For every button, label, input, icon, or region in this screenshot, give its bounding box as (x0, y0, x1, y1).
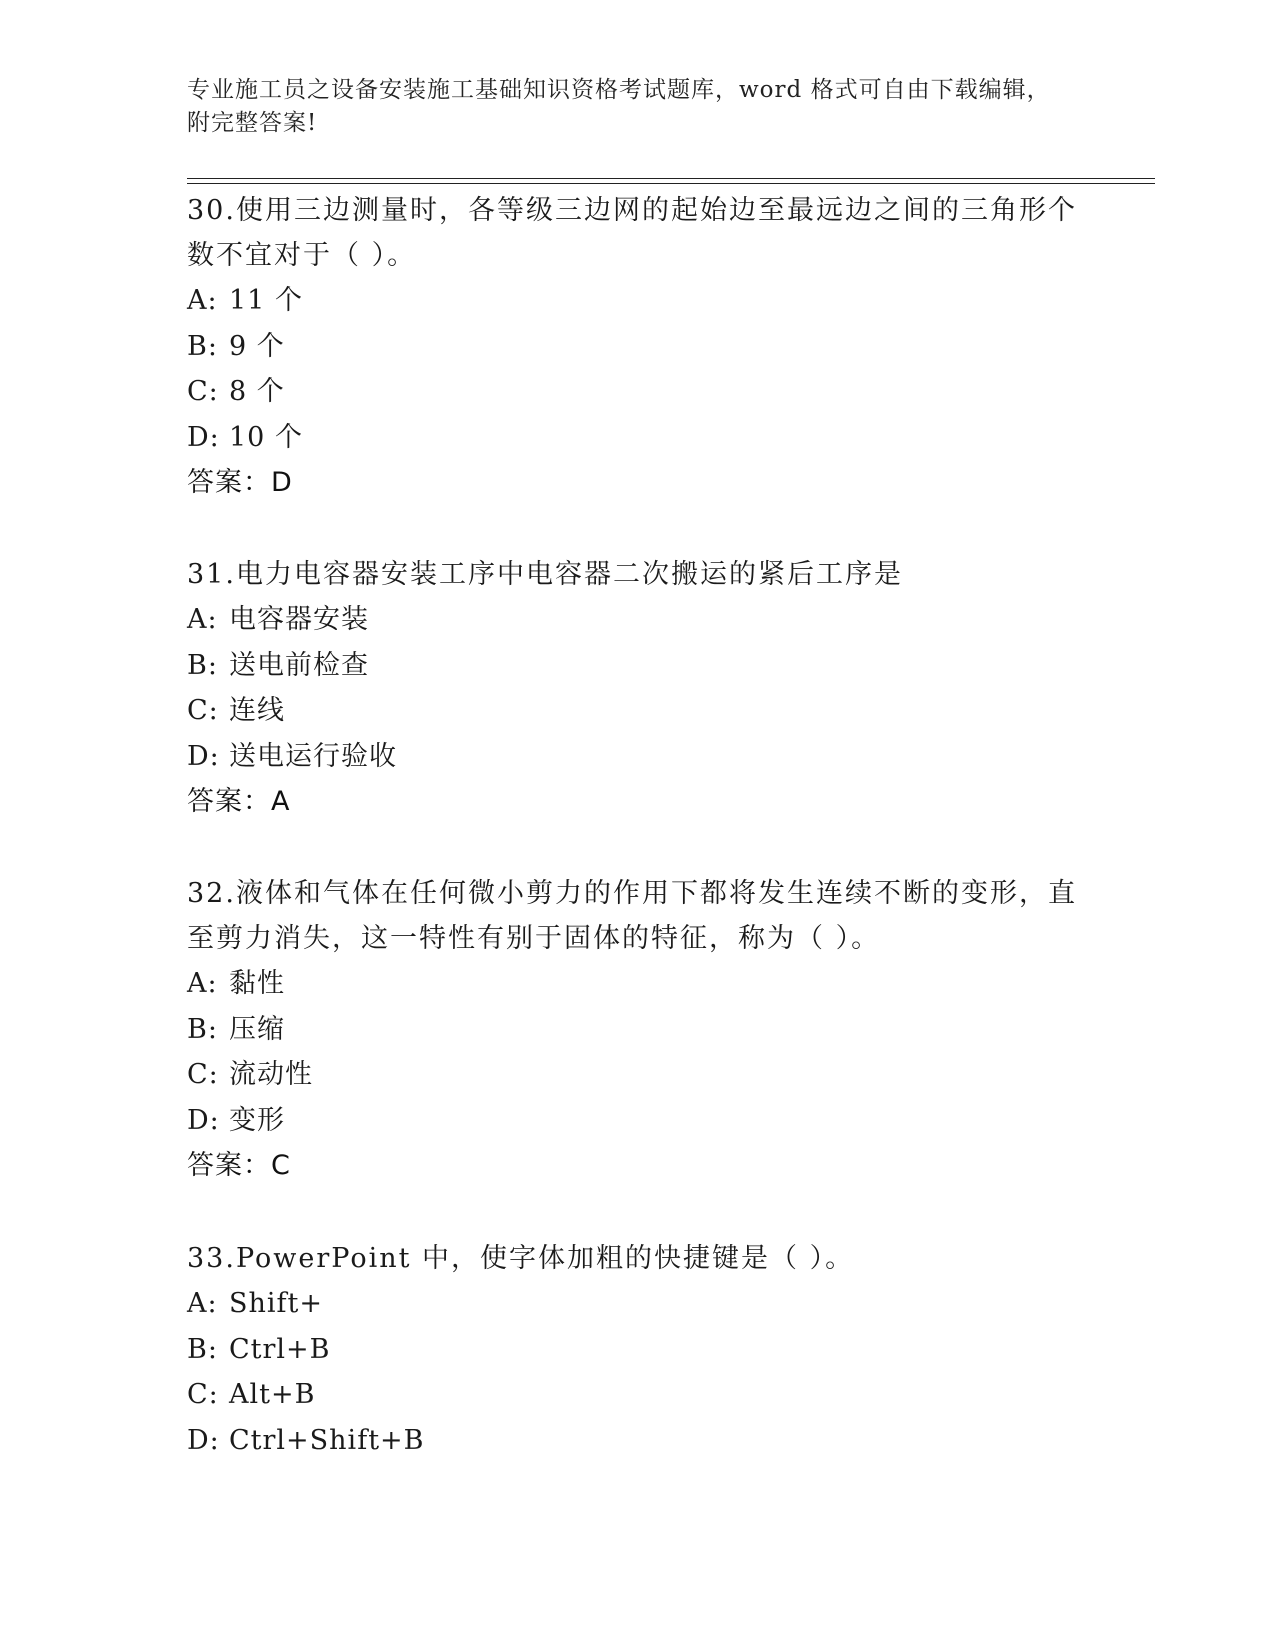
option-text: Shift+ (229, 1288, 323, 1319)
option-d (187, 1098, 1087, 1144)
option-c (187, 369, 1087, 415)
option-letter: A: (187, 1288, 218, 1319)
option-text: 8 个 (229, 376, 285, 407)
question-32 (187, 871, 1087, 1188)
option-text: 送电前检查 (229, 649, 369, 681)
option-letter: B: (187, 1333, 218, 1365)
header-line-1: 专业施工员之设备安装施工基础知识资格考试题库，word 格式可自由下载编辑， (187, 77, 1051, 103)
option-letter: C: (187, 1059, 219, 1090)
header-divider-top (187, 178, 1155, 179)
option-b (187, 324, 1087, 370)
option-b (187, 643, 1087, 689)
option-c (187, 1372, 1087, 1418)
option-text: 连线 (229, 695, 285, 726)
option-text: Ctrl+B (229, 1333, 331, 1365)
option-letter: B: (187, 649, 218, 681)
option-text: 变形 (229, 1104, 285, 1136)
question-stem: 33.PowerPoint 中，使字体加粗的快捷键是（ ）。 (187, 1243, 855, 1274)
option-d (187, 415, 1087, 461)
question-stem: 30.使用三边测量时，各等级三边网的起始边至最远边之间的三角形个数不宜对于（ ）。 (187, 195, 1077, 271)
option-letter: B: (187, 330, 218, 362)
answer-label: 答案：D (187, 467, 293, 498)
question-31 (187, 552, 1087, 824)
option-text: 压缩 (229, 1013, 285, 1045)
option-letter: B: (187, 1013, 218, 1045)
option-text: 流动性 (229, 1059, 313, 1090)
question-30 (187, 188, 1087, 505)
option-a (187, 597, 1087, 643)
option-letter: A: (187, 968, 218, 999)
option-c (187, 1052, 1087, 1098)
option-letter: D: (187, 421, 220, 453)
option-d (187, 734, 1087, 780)
option-text: 送电运行验收 (229, 740, 397, 772)
option-d (187, 1418, 1087, 1464)
option-letter: D: (187, 740, 220, 772)
option-text: 10 个 (229, 421, 303, 453)
option-text: Ctrl+Shift+B (229, 1424, 425, 1456)
answer-label: 答案：C (187, 1150, 291, 1181)
question-stem: 31.电力电容器安装工序中电容器二次搬运的紧后工序是 (187, 559, 903, 590)
header-line-2: 附完整答案! (187, 110, 318, 136)
option-text: 11 个 (229, 285, 303, 316)
option-b (187, 1327, 1087, 1373)
header-divider-bottom (187, 183, 1155, 184)
question-33 (187, 1236, 1087, 1463)
option-letter: A: (187, 604, 218, 635)
option-letter: C: (187, 695, 219, 726)
option-letter: A: (187, 285, 218, 316)
option-text: Alt+B (229, 1379, 316, 1410)
option-a (187, 1281, 1087, 1327)
option-letter: D: (187, 1424, 220, 1456)
option-text: 9 个 (229, 330, 285, 362)
option-text: 黏性 (229, 968, 285, 999)
option-letter: C: (187, 1379, 219, 1410)
option-a (187, 961, 1087, 1007)
answer-label: 答案：A (187, 786, 291, 817)
option-letter: C: (187, 376, 219, 407)
option-a (187, 278, 1087, 324)
option-letter: D: (187, 1104, 220, 1136)
option-b (187, 1007, 1087, 1053)
document-header (187, 74, 1087, 140)
question-stem: 32.液体和气体在任何微小剪力的作用下都将发生连续不断的变形，直至剪力消失，这一特性有别于固体的特征，称为（ ）。 (187, 878, 1077, 954)
option-c (187, 688, 1087, 734)
option-text: 电容器安装 (229, 604, 369, 635)
